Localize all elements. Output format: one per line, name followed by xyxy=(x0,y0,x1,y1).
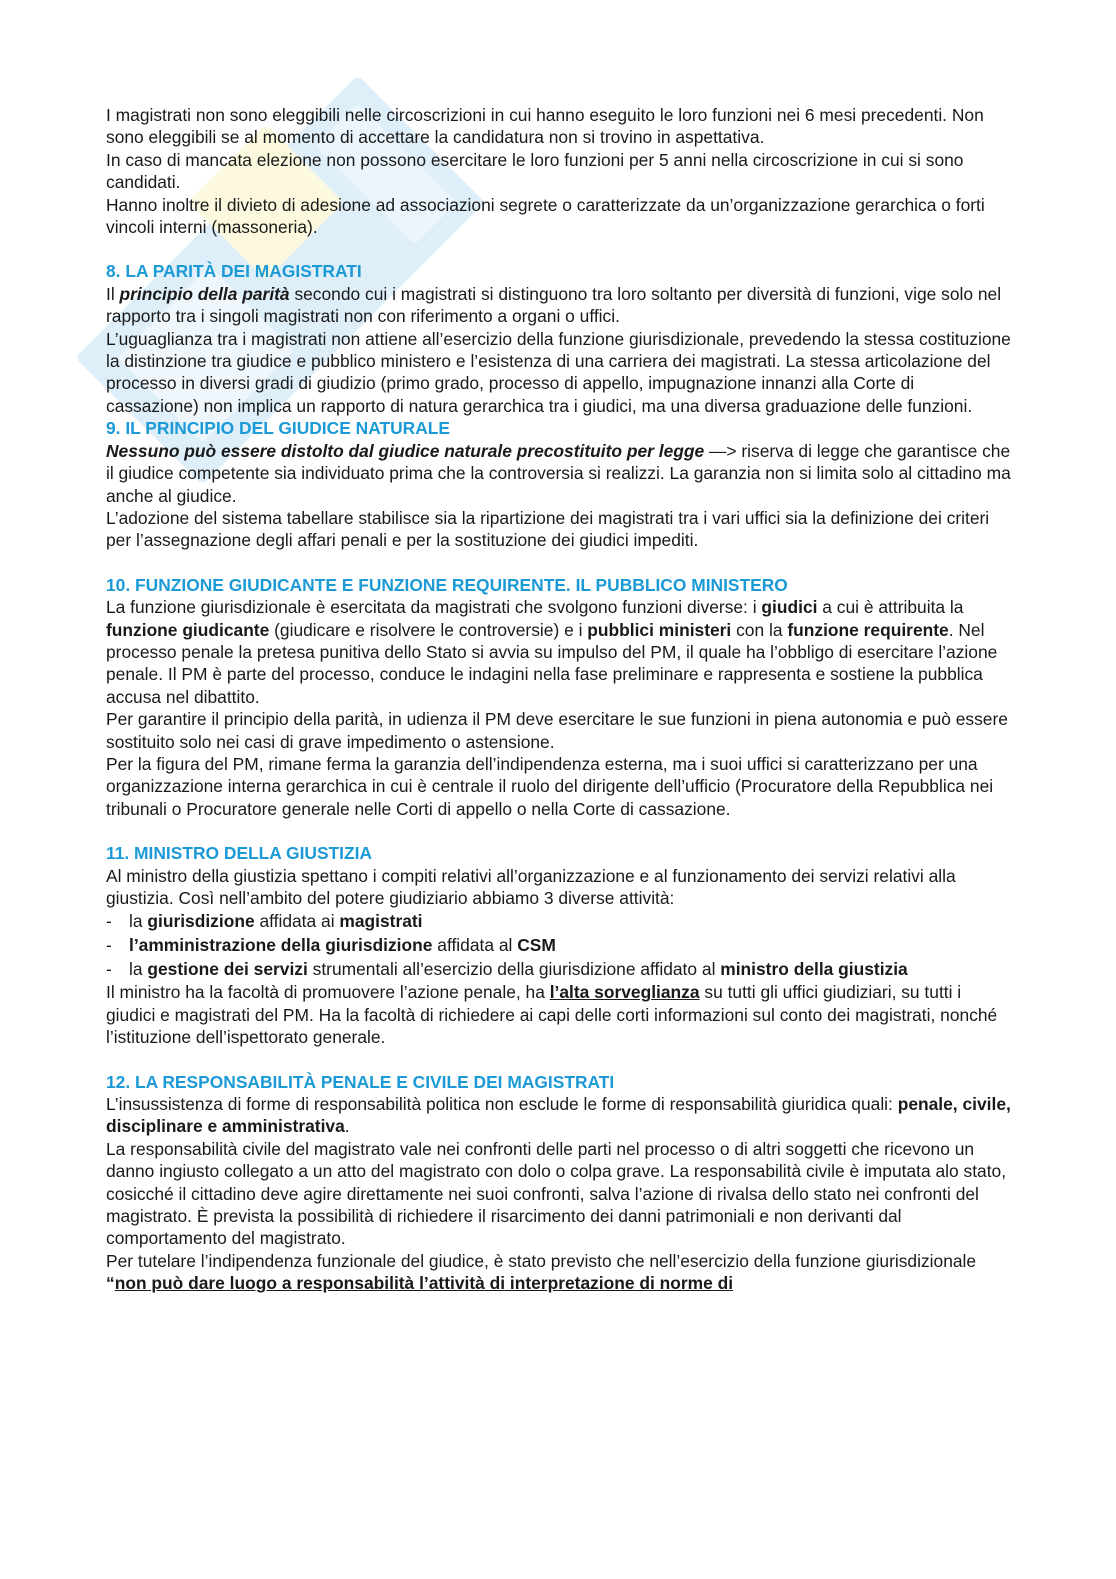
section-12-paragraph-3: Per tutelare l’indipendenza funzionale del giudice, è stato previsto che nell’esercizio della funzione giurisdizionale “non può dare luogo a responsabilità l’attività di interpretazione di norme di xyxy=(106,1250,977,1294)
intro-paragraph-3: Hanno inoltre il divieto di adesione ad associazioni segrete o caratterizzate da un’organizzazione gerarchica o forti vincoli interni (massoneria). xyxy=(106,194,985,238)
list-item: - la gestione dei servizi strumentali all’esercizio della giurisdizione affidato al ministro della giustizia xyxy=(106,957,1011,981)
section-9-heading: 9. IL PRINCIPIO DEL GIUDICE NATURALE xyxy=(106,418,450,439)
section-10-paragraph-2: Per garantire il principio della parità, in udienza il PM deve esercitare le sue funzioni in piena autonomia e può essere sostituito solo nei casi di grave impedimento o astensione. xyxy=(106,709,1008,752)
list-item: - l’amministrazione della giurisdizione affidata al CSM xyxy=(106,933,1011,957)
section-8-paragraph-1: Il principio della parità secondo cui i magistrati si distinguono tra loro soltanto per diversità di funzioni, vige solo nel rapporto tra i singoli magistrati non con riferimento a organi o uffici. xyxy=(106,283,1002,327)
section-11-paragraph-2: Il ministro ha la facoltà di promuovere l’azione penale, ha l’alta sorveglianza su tutti gli uffici giudiziari, su tutti i giudici e magistrati del PM. Ha la facoltà di richiedere ai capi delle corti informazioni sul conto dei magistrati, nonché l’istituzione dell’ispettorato generale. xyxy=(106,982,998,1048)
section-12-heading: 12. LA RESPONSABILITÀ PENALE E CIVILE DEI MAGISTRATI xyxy=(106,1071,615,1092)
intro-paragraph-2: In caso di mancata elezione non possono esercitare le loro funzioni per 5 anni nella circoscrizione in cui si sono candidati. xyxy=(106,149,964,193)
activity-list xyxy=(106,909,1011,981)
section-11-heading: 11. MINISTRO DELLA GIUSTIZIA xyxy=(106,843,373,864)
section-8-heading: 8. LA PARITÀ DEI MAGISTRATI xyxy=(106,261,362,282)
section-12-paragraph-1: L’insussistenza di forme di responsabilità politica non esclude le forme di responsabilità giuridica quali: penale, civile, disciplinare e amministrativa. xyxy=(106,1094,1011,1137)
section-11-paragraph-1: Al ministro della giustizia spettano i compiti relativi all’organizzazione e al funzionamento dei servizi relativi alla giustizia. Così nell’ambito del potere giudiziario abbiamo 3 diverse attività: xyxy=(106,865,956,908)
section-12-paragraph-2: La responsabilità civile del magistrato vale nei confronti delle parti nel processo o di altri soggetti che ricevono un danno ingiusto collegato a un atto del magistrato con dolo o colpa grave. La responsabilità civile è imputata alo stato, cosicché il cittadino deve agire direttamente nei suoi confronti, salva l’azione di rivalsa dello stato nei confronti del magistrato. È prevista la possibilità di richiedere il risarcimento dei danni patrimoniali e non derivanti dal comportamento del magistrato. xyxy=(106,1138,1007,1249)
section-9-paragraph-2: L’adozione del sistema tabellare stabilisce sia la ripartizione dei magistrati tra i vari uffici sia la definizione dei criteri per l’assegnazione degli affari penali e per la sostituzione dei giudici impediti. xyxy=(106,507,990,551)
section-10-paragraph-3: Per la figura del PM, rimane ferma la garanzia dell’indipendenza esterna, ma i suoi uffici si caratterizzano per una organizzazione interna gerarchica in cui è centrale il ruolo del dirigente dell’ufficio (Procuratore della Repubblica nei tribunali o Procuratore generale nelle Corti di appello o nella Corte di cassazione. xyxy=(106,753,994,819)
document-page xyxy=(106,104,1011,1295)
section-9-paragraph-1: Nessuno può essere distolto dal giudice naturale precostituito per legge —> riserva di legge che garantisce che il giudice competente sia individuato prima che la controversia si realizzi. La garanzia non si limita solo al cittadino ma anche al giudice. xyxy=(106,440,1011,506)
section-8-paragraph-2: L’uguaglianza tra i magistrati non attiene all’esercizio della funzione giurisdizionale, prevedendo la stessa costituzione la distinzione tra giudice e pubblico ministero e l’esistenza di una carriera dei magistrati. La stessa articolazione del processo in diversi gradi di giudizio (primo grado, processo di appello, impugnazione innanzi alla Corte di cassazione) non implica un rapporto di natura gerarchica tra i giudici, ma una diversa graduazione delle funzioni. xyxy=(106,328,1011,416)
section-10-heading: 10. FUNZIONE GIUDICANTE E FUNZIONE REQUIRENTE. IL PUBBLICO MINISTERO xyxy=(106,574,788,595)
section-10-paragraph-1: La funzione giurisdizionale è esercitata da magistrati che svolgono funzioni diverse: i giudici a cui è attribuita la funzione giudicante (giudicare e risolvere le controversie) e i pubblici ministeri con la funzione requirente. Nel processo penale la pretesa punitiva dello Stato si avvia su impulso del PM, il quale ha l’obbligo di esercitare l’azione penale. Il PM è parte del processo, conduce le indagini nella fase preliminare e rappresenta e sostiene la pubblica accusa nel dibattito. xyxy=(106,597,998,707)
list-item: - la giurisdizione affidata ai magistrati xyxy=(106,909,1011,933)
intro-paragraph-1: I magistrati non sono eleggibili nelle circoscrizioni in cui hanno eseguito le loro funzioni nei 6 mesi precedenti. Non sono eleggibili se al momento di accettare la candidatura non si trovino in aspettativa. xyxy=(106,105,984,148)
